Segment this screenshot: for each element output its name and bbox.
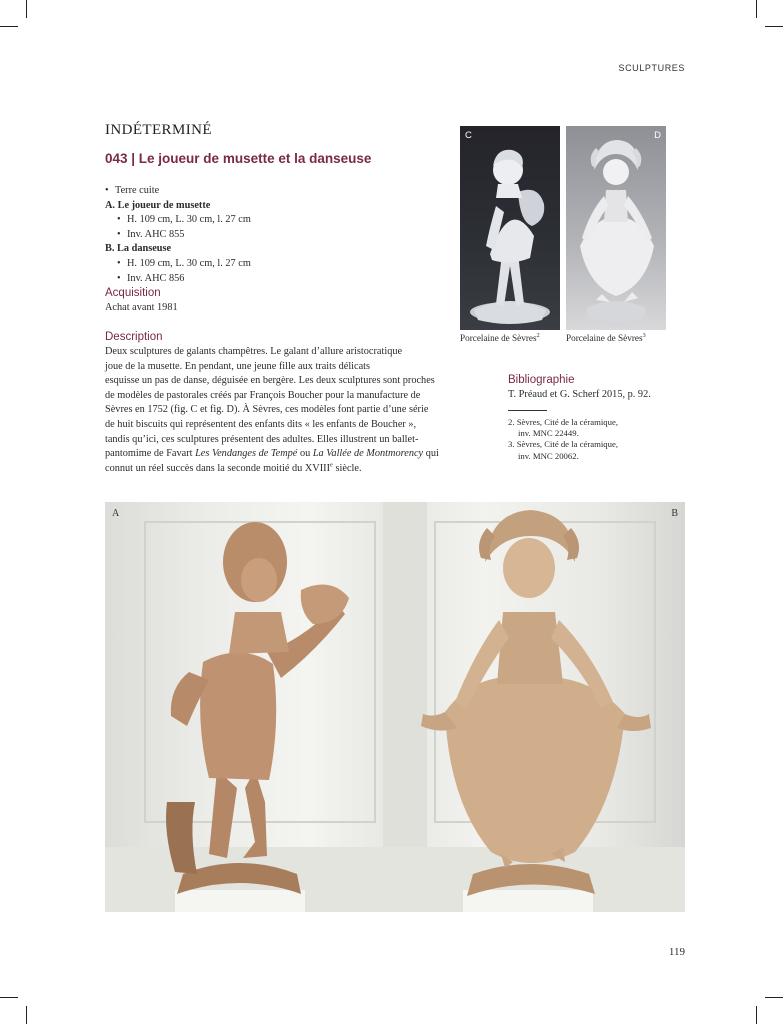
description-text: pantomime de Favart — [105, 448, 193, 460]
part-b-dimensions — [105, 257, 435, 272]
bullet-icon: • — [117, 228, 121, 240]
piper-sculpture — [166, 522, 349, 894]
technical-details — [105, 184, 435, 316]
caption-text: Porcelaine de Sèvres — [566, 333, 643, 343]
description-line: esquisse un pas de danse, déguisée en bergère. Les deux sculptures sont proches — [105, 375, 435, 387]
work-title: Les Vendanges de Tempé — [195, 448, 298, 460]
figure-d-photo — [566, 126, 666, 330]
figure-c-caption — [460, 333, 540, 343]
footnote-line: 2. Sèvres, Cité de la céramique, — [508, 416, 619, 427]
bibliography-text: T. Préaud et G. Scherf 2015, p. 92. — [508, 389, 651, 400]
bibliography-block — [508, 373, 688, 462]
note-reference: 2 — [536, 331, 540, 339]
inventory-text: Inv. AHC 855 — [127, 228, 185, 240]
running-head: SCULPTURES — [618, 63, 685, 73]
porcelain-piper-figure — [460, 126, 560, 330]
description-block — [105, 330, 495, 476]
work-title: La Vallée de Montmorency — [312, 448, 424, 460]
part-b-title: B. La danseuse — [105, 243, 172, 255]
main-photo — [105, 502, 685, 912]
description-text: qui — [425, 448, 439, 460]
footnote-line: inv. MNC 20062. — [518, 450, 579, 461]
description-line: de modèles de pastorales créés par François Boucher pour la manufacture de — [105, 389, 421, 401]
bullet-icon: • — [105, 185, 109, 196]
acquisition-heading: Acquisition — [105, 287, 161, 300]
description-text: ou — [299, 448, 311, 460]
note-reference: 3 — [642, 331, 646, 339]
superscript: e — [330, 461, 333, 469]
footnote-line: 3. Sèvres, Cité de la céramique, — [508, 439, 619, 450]
inventory-text: Inv. AHC 856 — [127, 272, 185, 284]
material-item — [105, 184, 435, 199]
figure-c-letter: C — [465, 130, 472, 141]
description-heading: Description — [105, 331, 163, 343]
figure-d-letter: D — [654, 130, 661, 141]
figure-c-photo — [460, 126, 560, 330]
artist-name: INDÉTERMINÉ — [105, 122, 212, 138]
dancer-sculpture — [421, 510, 651, 896]
page-number: 119 — [668, 946, 685, 958]
bullet-icon: • — [117, 257, 121, 269]
figure-d-caption — [566, 333, 646, 343]
description-text: siècle. — [335, 462, 362, 474]
dimensions-text: H. 109 cm, L. 30 cm, l. 27 cm — [127, 257, 251, 269]
bibliography-heading: Bibliographie — [508, 374, 575, 386]
acquisition-text: Achat avant 1981 — [105, 302, 178, 314]
description-text: connut un réel succès dans la seconde moitié du XVIII — [105, 462, 331, 474]
figure-a-letter: A — [112, 508, 120, 519]
bullet-icon: • — [117, 272, 121, 284]
footnote — [508, 439, 688, 462]
description-line — [105, 462, 495, 477]
description-line: de huit biscuits qui représentent des enfants dits « les enfants de Boucher », — [105, 418, 417, 430]
description-line: Sèvres en 1752 (fig. C et fig. D). À Sèvres, ces modèles font partie d’une série — [105, 404, 429, 416]
description-line: joue de la musette. En pendant, une jeune fille aux traits délicats — [105, 360, 371, 372]
footnote — [508, 417, 688, 440]
material-text: Terre cuite — [115, 185, 160, 196]
entry-title: 043 | Le joueur de musette et la danseuse — [105, 151, 372, 166]
dimensions-text: H. 109 cm, L. 30 cm, l. 27 cm — [127, 214, 251, 226]
footnote-line: inv. MNC 22449. — [518, 428, 579, 438]
footnote-rule — [508, 410, 547, 411]
figure-b-letter: B — [671, 508, 678, 519]
description-line: Deux sculptures de galants champêtres. Le galant d’allure aristocratique — [105, 346, 403, 357]
part-a-dimensions — [105, 213, 435, 228]
porcelain-dancer-figure — [566, 126, 666, 330]
bullet-icon: • — [117, 214, 121, 226]
caption-text: Porcelaine de Sèvres — [460, 333, 537, 343]
terracotta-sculptures — [105, 502, 685, 912]
part-b-inventory — [105, 272, 435, 287]
part-a-inventory — [105, 228, 435, 243]
description-line — [105, 447, 495, 462]
part-a-title: A. Le joueur de musette — [105, 199, 211, 211]
description-line: tandis qu’ici, ces sculptures présentent des adultes. Elles illustrent un ballet- — [105, 433, 419, 445]
